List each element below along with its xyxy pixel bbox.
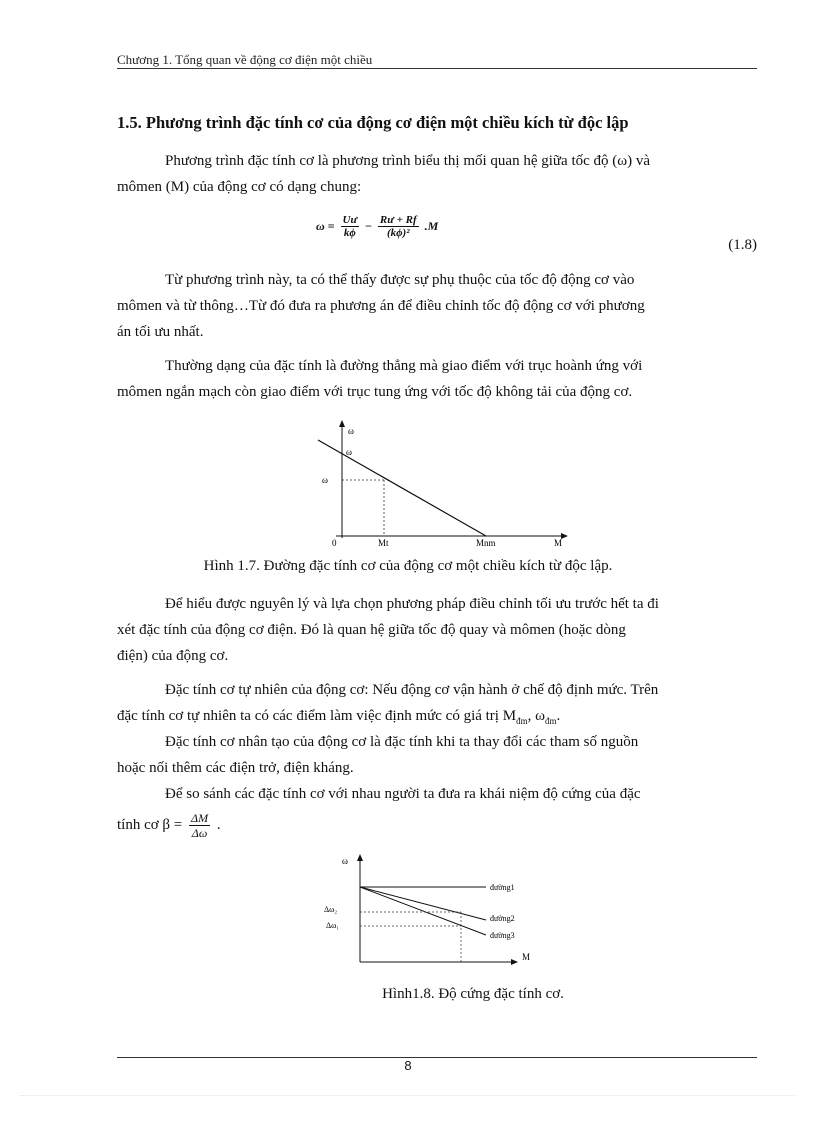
fig2-label-line2: đường2	[490, 914, 515, 923]
paragraph-line: mômen ngắn mạch còn giao điểm với trục tung ứng với tốc độ không tải của động cơ.	[117, 384, 633, 400]
fig2-line2	[360, 887, 486, 920]
eq-minus: −	[365, 219, 372, 233]
eq-lhs: ω =	[316, 219, 335, 233]
p5-text-pre: đặc tính cơ tự nhiên ta có các điểm làm việc định mức có giá trị M	[117, 708, 517, 724]
paragraph-1	[117, 148, 757, 200]
paragraph-line: Thường dạng của đặc tính là đường thẳng mà giao điểm với trục hoành ứng với	[165, 358, 643, 374]
fig2-x-arrow	[511, 959, 518, 965]
fig1-y-arrow	[339, 420, 345, 427]
header-rule	[117, 68, 757, 69]
eq-f2-num: Rư + Rf	[379, 214, 417, 226]
fig1-label-wt: ω	[322, 475, 328, 485]
chapter-header: Chương 1. Tổng quan về động cơ điện một chiều	[117, 52, 373, 67]
eq-f1-num: Uư	[342, 214, 358, 226]
paragraph-line-with-fraction	[117, 811, 757, 840]
figure-1-caption: Hình 1.7. Đường đặc tính cơ của động cơ một chiều kích từ độc lập.	[203, 558, 613, 574]
stiffness-num: ΔM	[191, 811, 209, 825]
fig1-label-origin: 0	[332, 538, 337, 548]
eq-f2-den: (kϕ)²	[387, 227, 410, 239]
paragraph-line: Đặc tính cơ nhân tạo của động cơ là đặc tính khi ta thay đổi các tham số nguồn	[165, 734, 639, 750]
figure-2-caption: Hình1.8. Độ cứng đặc tính cơ.	[382, 986, 564, 1002]
paragraph-6	[117, 729, 757, 781]
figure-2-stiffness	[318, 850, 544, 970]
paragraph-line: hoặc nối thêm các điện trở, điện kháng.	[117, 760, 354, 776]
paragraph-line: mômen và từ thông…Từ đó đưa ra phương án để điều chỉnh tốc độ động cơ với phương	[117, 298, 645, 314]
page-bottom-dotted-border	[20, 1095, 796, 1096]
paragraph-line: Để hiểu được nguyên lý và lựa chọn phương pháp điều chỉnh tối ưu trước hết ta đi	[165, 596, 659, 612]
paragraph-line: Đặc tính cơ tự nhiên của động cơ: Nếu động cơ vận hành ở chế độ định mức. Trên	[165, 682, 659, 698]
fig2-label-line1: đường1	[490, 883, 515, 892]
paragraph-line: Để so sánh các đặc tính cơ với nhau người ta đưa ra khái niệm độ cứng của đặc	[165, 786, 641, 802]
eq-fraction-2	[378, 214, 419, 239]
p7-text-pre: tính cơ β =	[117, 816, 183, 833]
equation-number: (1.8)	[728, 237, 757, 253]
figure-1-mechanical-characteristic	[310, 418, 580, 550]
fig1-characteristic-line	[318, 440, 486, 536]
fig1-label-mnm: Mnm	[476, 538, 496, 548]
p7-text-end: .	[216, 816, 221, 833]
paragraph-5	[117, 677, 757, 734]
paragraph-line: xét đặc tính của động cơ điện. Đó là quan hệ giữa tốc độ quay và mômen (hoặc dòng	[117, 622, 626, 638]
p5-text-end: .	[556, 708, 561, 724]
equation-1-8	[316, 214, 438, 239]
p5-sub-dm-1: đm	[516, 716, 528, 726]
eq-tail: .M	[424, 219, 439, 233]
fig1-label-mt: Mt	[378, 538, 389, 548]
p5-text-mid: , ω	[527, 708, 545, 724]
p5-sub-dm-2: đm	[544, 716, 557, 726]
eq-f1-den: kϕ	[343, 227, 356, 239]
fig2-label-x-axis: M	[522, 952, 531, 962]
paragraph-3	[117, 353, 757, 405]
fig2-label-dw1: Δω₁	[326, 921, 340, 930]
paragraph-line: mômen (M) của động cơ có dạng chung:	[117, 179, 362, 195]
stiffness-fraction	[189, 811, 210, 840]
paragraph-4	[117, 591, 757, 669]
fig2-line3	[360, 887, 486, 935]
stiffness-den: Δω	[191, 826, 208, 840]
section-title: 1.5. Phương trình đặc tính cơ của động cơ điện một chiều kích từ độc lập	[117, 113, 629, 132]
paragraph-2	[117, 267, 757, 345]
fig2-y-arrow	[357, 854, 363, 861]
paragraph-line: điện) của động cơ.	[117, 648, 229, 664]
page-number: 8	[404, 1058, 412, 1073]
paragraph-line: án tối ưu nhất.	[117, 324, 204, 340]
paragraph-line: Từ phương trình này, ta có thể thấy được sự phụ thuộc của tốc độ động cơ vào	[165, 272, 635, 288]
fig1-label-y-axis: ω	[348, 426, 354, 436]
fig1-label-w0: ω	[346, 447, 352, 457]
paragraph-7	[117, 781, 757, 840]
fig2-label-line3: đường3	[490, 931, 515, 940]
fig1-x-arrow	[561, 533, 568, 539]
fig1-label-x-axis: M	[554, 538, 563, 548]
fig2-label-dw2: Δω₂	[324, 905, 338, 914]
paragraph-line: Phương trình đặc tính cơ là phương trình biểu thị mối quan hệ giữa tốc độ (ω) và	[165, 153, 651, 169]
fig2-label-y-axis: ω	[342, 856, 348, 866]
eq-fraction-1	[341, 214, 360, 239]
